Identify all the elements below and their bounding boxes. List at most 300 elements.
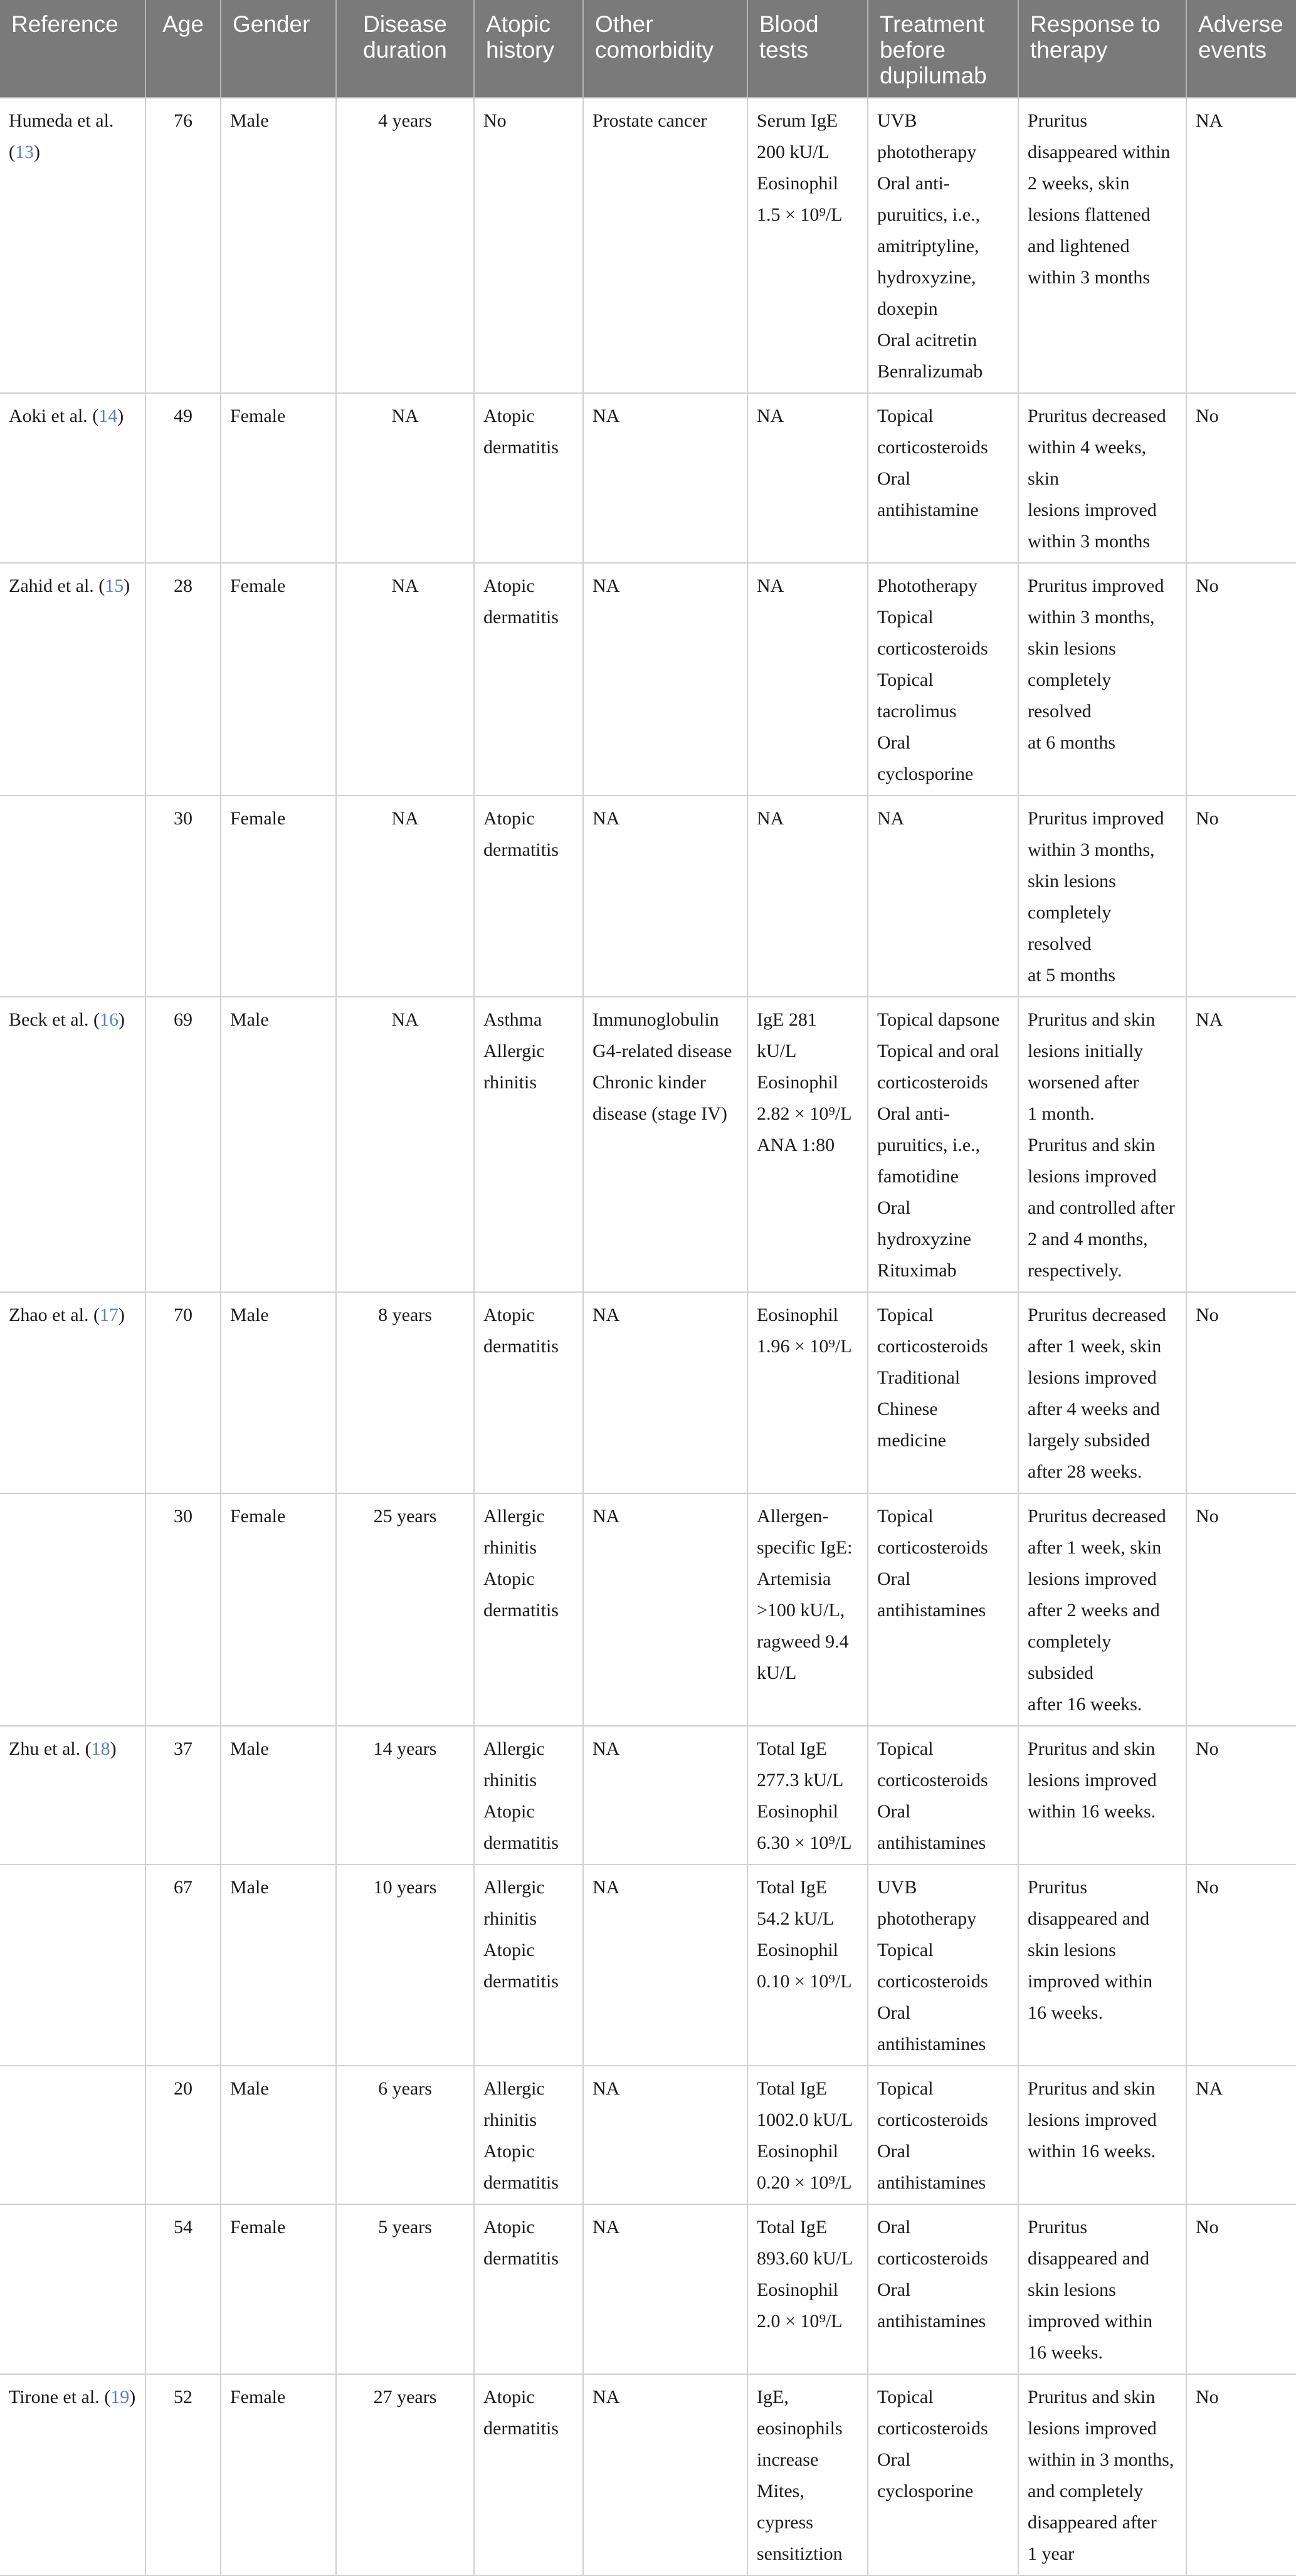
treatment-cell	[868, 2204, 1018, 2374]
gender-cell-value: Male	[230, 2078, 269, 2099]
atopic-history-cell-line: dermatitis	[483, 1832, 559, 1853]
comorbidity-cell-line: NA	[593, 808, 620, 829]
header-line: comorbidity	[595, 37, 714, 63]
treatment-cell-line: Topical	[877, 607, 934, 628]
age-cell	[145, 2204, 221, 2374]
header-line: before	[880, 37, 946, 63]
treatment-cell-line: Oral	[877, 732, 911, 753]
treatment-cell-line: UVB	[877, 1877, 917, 1898]
header-atopic-history	[474, 0, 583, 98]
gender-cell-value: Female	[230, 1506, 286, 1527]
header-line: dupilumab	[880, 63, 987, 88]
gender-cell-value: Female	[230, 406, 286, 426]
header-other-comorbidity	[583, 0, 747, 98]
blood-tests-cell	[747, 997, 868, 1292]
comorbidity-cell-line: NA	[593, 406, 620, 426]
treatment-cell	[868, 1493, 1018, 1726]
header-line: Reference	[11, 11, 119, 37]
response-cell	[1018, 1864, 1186, 2066]
response-cell-line: after 1 week, skin	[1028, 1537, 1162, 1558]
blood-tests-cell-line: cypress	[757, 2512, 813, 2533]
blood-tests-cell-line: 0.20 × 10⁹/L	[757, 2172, 852, 2193]
atopic-history-cell-line: dermatitis	[483, 2248, 559, 2269]
adverse-events-cell-value: NA	[1196, 1009, 1223, 1030]
treatment-cell-line: Oral	[877, 2002, 911, 2023]
atopic-history-cell-line: Atopic	[483, 576, 535, 596]
gender-cell-value: Male	[230, 1877, 269, 1898]
atopic-history-cell	[474, 393, 583, 563]
response-cell-line: and controlled after	[1028, 1197, 1175, 1218]
blood-tests-cell-line: sensitiztion	[757, 2543, 843, 2564]
gender-cell-value: Female	[230, 2217, 286, 2237]
atopic-history-cell-line: dermatitis	[483, 1971, 559, 1992]
gender-cell-value: Female	[230, 576, 286, 596]
table-row	[0, 1292, 1296, 1493]
comorbidity-cell-line: Prostate cancer	[593, 110, 707, 131]
treatment-cell	[868, 393, 1018, 563]
disease-duration-cell-value: 8 years	[378, 1305, 432, 1325]
response-cell-line: lesions improved	[1028, 1770, 1157, 1790]
response-cell-line: 1 month.	[1028, 1103, 1095, 1124]
comorbidity-cell-line: Immunoglobulin	[593, 1009, 719, 1030]
response-cell-line: Pruritus and skin	[1028, 1738, 1156, 1759]
gender-cell-value: Male	[230, 1305, 269, 1325]
header-line: events	[1198, 37, 1267, 63]
blood-tests-cell-line: 54.2 kU/L	[757, 1908, 835, 1929]
treatment-cell-line: phototherapy	[877, 1908, 977, 1929]
atopic-history-cell-line: Atopic	[483, 1940, 535, 1960]
table-row	[0, 997, 1296, 1292]
blood-tests-cell-line: NA	[757, 576, 784, 596]
treatment-cell-line: puruitics, i.e.,	[877, 204, 981, 225]
atopic-history-cell-line: Asthma	[483, 1009, 542, 1030]
adverse-events-cell	[1186, 1493, 1296, 1726]
table-row	[0, 796, 1296, 997]
reference-text: )	[129, 2387, 136, 2407]
response-cell-line: Pruritus	[1028, 1877, 1088, 1898]
table-row	[0, 2374, 1296, 2575]
response-cell-line: within 16 weeks.	[1028, 1801, 1156, 1822]
comorbidity-cell	[583, 2374, 747, 2575]
blood-tests-cell-line: 0.10 × 10⁹/L	[757, 1971, 852, 1992]
treatment-cell-line: famotidine	[877, 1166, 959, 1187]
comorbidity-cell	[583, 393, 747, 563]
reference-cell	[0, 2066, 145, 2204]
response-cell	[1018, 1726, 1186, 1864]
gender-cell-value: Male	[230, 1009, 269, 1030]
gender-cell-value: Male	[230, 110, 269, 131]
reference-text: )	[110, 1738, 117, 1759]
reference-cell	[0, 98, 145, 393]
age-cell-value: 37	[174, 1738, 192, 1759]
adverse-events-cell-value: No	[1196, 808, 1219, 829]
response-cell-line: 16 weeks.	[1028, 2342, 1103, 2363]
table-row	[0, 1493, 1296, 1726]
treatment-cell-line: NA	[877, 808, 905, 829]
atopic-history-cell	[474, 2374, 583, 2575]
age-cell-value: 54	[174, 2217, 192, 2237]
treatment-cell-line: Oral	[877, 468, 911, 489]
disease-duration-cell	[336, 2204, 474, 2374]
gender-cell	[221, 563, 336, 796]
atopic-history-cell-line: Atopic	[483, 406, 535, 426]
response-cell-line: within 16 weeks.	[1028, 2141, 1156, 2162]
gender-cell-value: Male	[230, 1738, 269, 1759]
age-cell-value: 30	[174, 1506, 192, 1527]
atopic-history-cell-line: dermatitis	[483, 437, 559, 458]
response-cell-line: 2 weeks, skin	[1028, 173, 1130, 194]
header-line: Disease	[363, 11, 447, 37]
treatment-cell-line: Oral	[877, 2141, 911, 2162]
treatment-cell-line: Topical	[877, 1506, 934, 1527]
blood-tests-cell	[747, 1292, 868, 1493]
disease-duration-cell-value: 4 years	[378, 110, 432, 131]
response-cell-line: after 28 weeks.	[1028, 1461, 1142, 1482]
reference-link[interactable]: 16	[99, 1009, 119, 1030]
disease-duration-cell-value: NA	[391, 808, 419, 829]
adverse-events-cell-value: No	[1196, 2217, 1219, 2237]
response-cell-line: respectively.	[1028, 1260, 1122, 1281]
age-cell-value: 67	[174, 1877, 192, 1898]
table-row	[0, 563, 1296, 796]
response-cell-line: at 5 months	[1028, 965, 1115, 986]
treatment-cell-line: Oral	[877, 1569, 911, 1589]
header-line: tests	[759, 37, 809, 63]
blood-tests-cell-line: NA	[757, 406, 784, 426]
treatment-cell-line: corticosteroids	[877, 1770, 988, 1790]
age-cell	[145, 2066, 221, 2204]
treatment-cell-line: medicine	[877, 1430, 946, 1451]
blood-tests-cell-line: Serum IgE	[757, 110, 838, 131]
reference-text: )	[34, 142, 40, 162]
reference-text: Zhao et al. (	[9, 1305, 100, 1325]
atopic-history-cell	[474, 98, 583, 393]
blood-tests-cell-line: ragweed 9.4	[757, 1631, 849, 1652]
treatment-cell-line: antihistamines	[877, 1600, 986, 1621]
blood-tests-cell-line: Total IgE	[757, 2078, 828, 2099]
adverse-events-cell-value: No	[1196, 1506, 1219, 1527]
response-cell	[1018, 563, 1186, 796]
adverse-events-cell-value: NA	[1196, 2078, 1223, 2099]
blood-tests-cell-line: eosinophils	[757, 2418, 843, 2439]
treatment-cell-line: Rituximab	[877, 1260, 957, 1281]
header-gender	[221, 0, 336, 98]
age-cell-value: 52	[174, 2387, 192, 2407]
comorbidity-cell	[583, 1726, 747, 1864]
response-cell-line: after 4 weeks and	[1028, 1399, 1160, 1419]
gender-cell-value: Female	[230, 2387, 286, 2407]
response-cell-line: and completely	[1028, 2481, 1144, 2501]
reference-link[interactable]: 18	[91, 1738, 110, 1759]
reference-cell	[0, 1726, 145, 1864]
age-cell-value: 69	[174, 1009, 192, 1030]
disease-duration-cell-value: NA	[391, 406, 419, 426]
treatment-cell-line: Oral	[877, 1801, 911, 1822]
reference-cell	[0, 2204, 145, 2374]
comorbidity-cell-line: G4-related disease	[593, 1041, 732, 1061]
atopic-history-cell-line: Allergic	[483, 1041, 545, 1061]
treatment-cell-line: Traditional	[877, 1367, 961, 1388]
atopic-history-cell	[474, 1726, 583, 1864]
comorbidity-cell	[583, 98, 747, 393]
atopic-history-cell-line: Atopic	[483, 2141, 535, 2162]
comorbidity-cell-line: NA	[593, 1305, 620, 1325]
blood-tests-cell-line: Eosinophil	[757, 1801, 839, 1822]
header-age	[145, 0, 221, 98]
reference-text: Tirone et al. (	[9, 2387, 111, 2407]
header-line: Other	[595, 11, 653, 37]
reference-link[interactable]: 15	[105, 576, 124, 596]
response-cell-line: largely subsided	[1028, 1430, 1151, 1451]
table-body	[0, 98, 1296, 2575]
treatment-cell	[868, 1726, 1018, 1864]
adverse-events-cell	[1186, 563, 1296, 796]
treatment-cell-line: Topical	[877, 670, 934, 690]
atopic-history-cell	[474, 2066, 583, 2204]
reference-cell	[0, 1864, 145, 2066]
age-cell	[145, 1726, 221, 1864]
response-cell-line: Pruritus improved	[1028, 808, 1164, 829]
atopic-history-cell-line: rhinitis	[483, 1770, 537, 1790]
header-line: Treatment	[880, 11, 985, 37]
blood-tests-cell-line: ANA 1:80	[757, 1135, 835, 1155]
response-cell-line: worsened after	[1028, 1072, 1139, 1093]
treatment-cell-line: antihistamines	[877, 1832, 986, 1853]
header-line: duration	[363, 37, 447, 63]
age-cell	[145, 1493, 221, 1726]
treatment-cell-line: Topical	[877, 1738, 934, 1759]
response-cell-line: within 3 months	[1028, 531, 1151, 552]
reference-text: Aoki et al. (	[9, 406, 99, 426]
adverse-events-cell-value: No	[1196, 1738, 1219, 1759]
reference-cell	[0, 1493, 145, 1726]
blood-tests-cell-line: 893.60 kU/L	[757, 2248, 853, 2269]
treatment-cell-line: corticosteroids	[877, 2110, 988, 2130]
response-cell-line: Pruritus and skin	[1028, 2387, 1156, 2407]
response-cell-line: within 3 months	[1028, 267, 1151, 288]
atopic-history-cell-line: Atopic	[483, 808, 535, 829]
blood-tests-cell-line: 1002.0 kU/L	[757, 2110, 853, 2130]
header-line: Response to	[1030, 11, 1161, 37]
blood-tests-cell-line: Eosinophil	[757, 2279, 839, 2300]
age-cell-value: 20	[174, 2078, 192, 2099]
reference-cell	[0, 2374, 145, 2575]
comorbidity-cell-line: NA	[593, 1506, 620, 1527]
header-row	[0, 0, 1296, 98]
adverse-events-cell	[1186, 393, 1296, 563]
header-adverse-events	[1186, 0, 1296, 98]
atopic-history-cell-line: dermatitis	[483, 1336, 559, 1357]
treatment-cell-line: corticosteroids	[877, 2418, 988, 2439]
response-cell-line: skin lesions	[1028, 1940, 1116, 1960]
blood-tests-cell	[747, 1726, 868, 1864]
response-cell	[1018, 2374, 1186, 2575]
age-cell	[145, 1864, 221, 2066]
blood-tests-cell	[747, 1493, 868, 1726]
response-cell-line: lesions flattened	[1028, 204, 1151, 225]
blood-tests-cell-line: kU/L	[757, 1663, 797, 1683]
table-row	[0, 1864, 1296, 2066]
header-line: Age	[162, 11, 204, 37]
comorbidity-cell-line: NA	[593, 2387, 620, 2407]
age-cell	[145, 997, 221, 1292]
treatment-cell	[868, 796, 1018, 997]
adverse-events-cell-value: NA	[1196, 110, 1223, 131]
atopic-history-cell	[474, 563, 583, 796]
table-header	[0, 0, 1296, 98]
disease-duration-cell	[336, 98, 474, 393]
blood-tests-cell-line: Eosinophil	[757, 1072, 839, 1093]
header-line: Adverse	[1198, 11, 1283, 37]
treatment-cell-line: corticosteroids	[877, 2248, 988, 2269]
treatment-cell-line: doxepin	[877, 298, 938, 319]
header-line: Atopic	[486, 11, 551, 37]
adverse-events-cell	[1186, 2066, 1296, 2204]
comorbidity-cell	[583, 2066, 747, 2204]
disease-duration-cell-value: NA	[391, 576, 419, 596]
age-cell	[145, 796, 221, 997]
header-treatment-before-dupilumab	[868, 0, 1018, 98]
blood-tests-cell-line: IgE 281 kU/L	[757, 1009, 817, 1061]
blood-tests-cell	[747, 2066, 868, 2204]
adverse-events-cell-value: No	[1196, 1877, 1219, 1898]
disease-duration-cell-value: 27 years	[373, 2387, 437, 2407]
comorbidity-cell	[583, 1864, 747, 2066]
response-cell-line: Pruritus decreased	[1028, 1506, 1166, 1527]
blood-tests-cell	[747, 1864, 868, 2066]
blood-tests-cell-line: Allergen-	[757, 1506, 829, 1527]
response-cell-line: after 2 weeks and	[1028, 1600, 1160, 1621]
age-cell	[145, 2374, 221, 2575]
gender-cell-value: Female	[230, 808, 286, 829]
response-cell	[1018, 2066, 1186, 2204]
response-cell-line: disappeared after	[1028, 2512, 1157, 2533]
adverse-events-cell-value: No	[1196, 576, 1219, 596]
treatment-cell-line: antihistamines	[877, 2034, 986, 2054]
table-row	[0, 1726, 1296, 1864]
reference-cell	[0, 997, 145, 1292]
header-line: history	[486, 37, 554, 63]
response-cell	[1018, 997, 1186, 1292]
comorbidity-cell-line: NA	[593, 2217, 620, 2237]
treatment-cell-line: Topical	[877, 1305, 934, 1325]
atopic-history-cell-line: Allergic	[483, 2078, 545, 2099]
treatment-cell-line: tacrolimus	[877, 701, 957, 722]
disease-duration-cell-value: 10 years	[373, 1877, 437, 1898]
reference-link[interactable]: 17	[99, 1305, 119, 1325]
response-cell-line: lesions improved	[1028, 1569, 1157, 1589]
treatment-cell-line: amitriptyline,	[877, 236, 979, 256]
treatment-cell-line: Oral acitretin	[877, 330, 977, 350]
gender-cell	[221, 1864, 336, 2066]
treatment-cell-line: Topical dapsone	[877, 1009, 1000, 1030]
reference-text: (	[9, 142, 15, 162]
age-cell	[145, 393, 221, 563]
atopic-history-cell	[474, 1493, 583, 1726]
blood-tests-cell-line: 1.96 × 10⁹/L	[757, 1336, 852, 1357]
comorbidity-cell-line: NA	[593, 2078, 620, 2099]
gender-cell	[221, 1493, 336, 1726]
reference-link[interactable]: 13	[15, 142, 34, 162]
age-cell-value: 49	[174, 406, 192, 426]
response-cell	[1018, 796, 1186, 997]
table-row	[0, 393, 1296, 563]
treatment-cell-line: Oral hydroxyzine	[877, 1197, 971, 1249]
atopic-history-cell-line: Atopic	[483, 2217, 535, 2237]
reference-text: Zahid et al. (	[9, 576, 105, 596]
atopic-history-cell-line: rhinitis	[483, 2110, 537, 2130]
atopic-history-cell-line: Atopic	[483, 1305, 535, 1325]
atopic-history-cell	[474, 997, 583, 1292]
blood-tests-cell-line: NA	[757, 808, 784, 829]
gender-cell	[221, 393, 336, 563]
gender-cell	[221, 2066, 336, 2204]
adverse-events-cell-value: No	[1196, 1305, 1219, 1325]
response-cell-line: Pruritus decreased	[1028, 1305, 1166, 1325]
treatment-cell-line: Topical	[877, 406, 934, 426]
gender-cell	[221, 1726, 336, 1864]
age-cell-value: 70	[174, 1305, 192, 1325]
age-cell-value: 28	[174, 576, 192, 596]
response-cell-line: disappeared within	[1028, 142, 1171, 162]
blood-tests-cell-line: 200 kU/L	[757, 142, 830, 162]
response-cell-line: 2 and 4 months,	[1028, 1229, 1148, 1249]
treatment-cell-line: Topical and oral	[877, 1041, 999, 1061]
blood-tests-cell-line: Total IgE	[757, 2217, 828, 2237]
blood-tests-cell	[747, 98, 868, 393]
blood-tests-cell-line: Mites,	[757, 2481, 804, 2501]
adverse-events-cell	[1186, 2374, 1296, 2575]
blood-tests-cell-line: 2.82 × 10⁹/L	[757, 1103, 852, 1124]
header-reference	[0, 0, 145, 98]
treatment-cell-line: Phototherapy	[877, 576, 977, 596]
atopic-history-cell-line: Atopic	[483, 1569, 535, 1589]
treatment-cell-line: Topical	[877, 1940, 934, 1960]
blood-tests-cell-line: 1.5 × 10⁹/L	[757, 204, 843, 225]
comorbidity-cell	[583, 563, 747, 796]
disease-duration-cell-value: 6 years	[378, 2078, 432, 2099]
header-line: therapy	[1030, 37, 1108, 63]
header-disease-duration	[336, 0, 474, 98]
response-cell	[1018, 1493, 1186, 1726]
treatment-cell-line: corticosteroids	[877, 437, 988, 458]
age-cell-value: 76	[174, 110, 192, 131]
comorbidity-cell-line: NA	[593, 1877, 620, 1898]
reference-text: Beck et al. (	[9, 1009, 100, 1030]
reference-link[interactable]: 14	[98, 406, 118, 426]
treatment-cell-line: Oral anti-	[877, 173, 950, 194]
disease-duration-cell	[336, 1726, 474, 1864]
treatment-cell-line: antihistamine	[877, 500, 979, 520]
adverse-events-cell-value: No	[1196, 406, 1219, 426]
disease-duration-cell	[336, 997, 474, 1292]
blood-tests-cell	[747, 563, 868, 796]
blood-tests-cell-line: Total IgE	[757, 1877, 828, 1898]
reference-cell	[0, 393, 145, 563]
gender-cell	[221, 997, 336, 1292]
blood-tests-cell-line: specific IgE:	[757, 1537, 853, 1558]
gender-cell	[221, 796, 336, 997]
blood-tests-cell-line: Eosinophil	[757, 173, 839, 194]
comorbidity-cell	[583, 2204, 747, 2374]
blood-tests-cell-line: IgE,	[757, 2387, 789, 2407]
header-line: Blood	[759, 11, 819, 37]
gender-cell	[221, 98, 336, 393]
reference-link[interactable]: 19	[110, 2387, 130, 2407]
response-cell-line: at 6 months	[1028, 732, 1115, 753]
atopic-history-cell-line: dermatitis	[483, 607, 559, 628]
treatment-cell-line: UVB	[877, 110, 917, 131]
